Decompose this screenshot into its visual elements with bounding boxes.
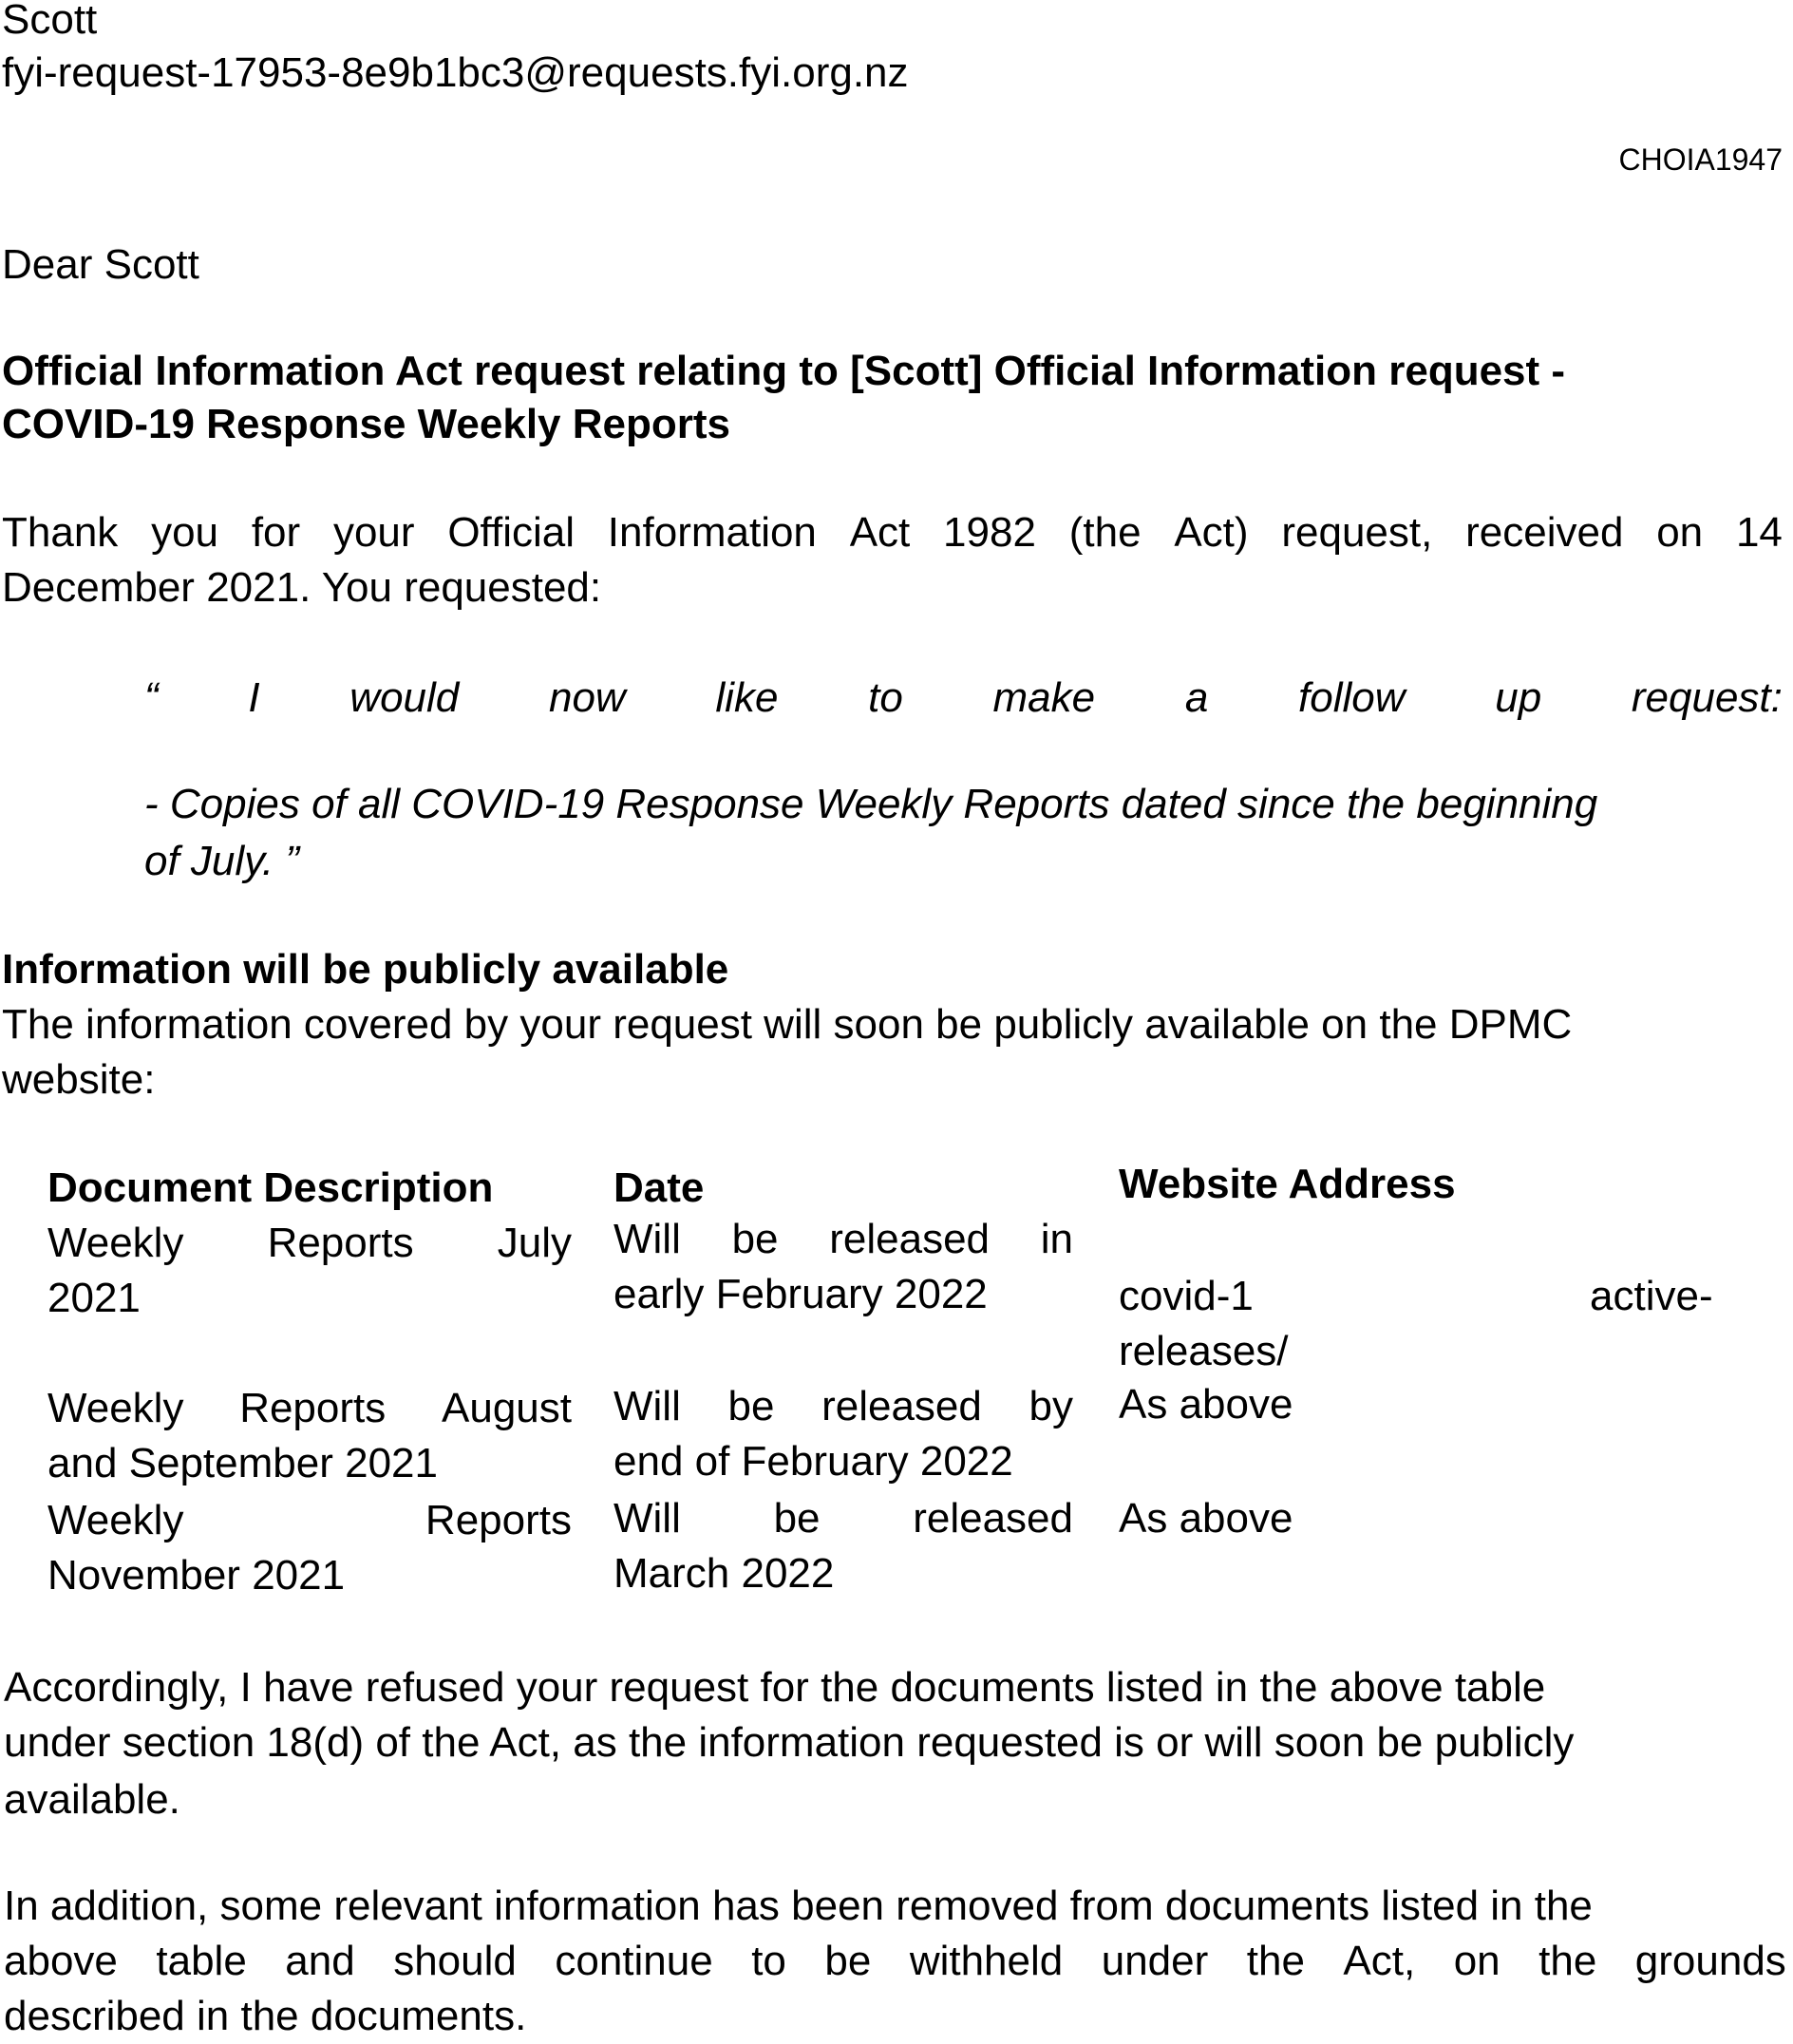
word: Reports bbox=[425, 1497, 572, 1543]
table-header-description: Document Description bbox=[47, 1164, 494, 1211]
word: under bbox=[1101, 1938, 1209, 1984]
word: would bbox=[349, 674, 460, 721]
word: Act, bbox=[1343, 1938, 1416, 1984]
word: on bbox=[1453, 1938, 1500, 1984]
word: the bbox=[1246, 1938, 1305, 1984]
intro-line1 bbox=[2, 509, 1783, 557]
word: and bbox=[285, 1938, 355, 1984]
word: Will bbox=[613, 1383, 681, 1429]
letter-heading-line1: Official Information Act request relating to [Scott] Official Information request - bbox=[2, 348, 1566, 394]
word: in bbox=[1040, 1216, 1073, 1262]
row-description bbox=[47, 1497, 572, 1544]
word: (the bbox=[1068, 509, 1142, 556]
word: Thank bbox=[2, 509, 119, 556]
word: like bbox=[715, 674, 779, 721]
reference-number: CHOIA1947 bbox=[1618, 142, 1783, 177]
word: Act bbox=[849, 509, 911, 556]
word: above bbox=[4, 1938, 118, 1984]
row-website-cont: releases/ bbox=[1119, 1328, 1289, 1374]
word: follow bbox=[1298, 674, 1406, 721]
word: request, bbox=[1281, 509, 1433, 556]
word: Will bbox=[613, 1495, 681, 1542]
word: to bbox=[868, 674, 903, 721]
refusal-line1: Accordingly, I have refused your request for the documents listed in the above table bbox=[4, 1664, 1546, 1711]
row-website-right: active- bbox=[1590, 1273, 1713, 1319]
word: August bbox=[442, 1385, 572, 1431]
word: Weekly bbox=[47, 1497, 184, 1543]
word: request: bbox=[1631, 674, 1783, 721]
public-section-heading: Information will be publicly available bbox=[2, 946, 729, 993]
row-description bbox=[47, 1385, 572, 1432]
word: make bbox=[992, 674, 1096, 721]
word: you bbox=[151, 509, 219, 556]
word: withheld bbox=[909, 1938, 1064, 1984]
word: Official bbox=[447, 509, 576, 556]
quote-line3: of July. ” bbox=[144, 838, 300, 884]
word: be bbox=[824, 1938, 872, 1984]
word: released bbox=[913, 1495, 1073, 1542]
salutation: Dear Scott bbox=[2, 241, 199, 288]
intro-line2: December 2021. You requested: bbox=[2, 564, 602, 611]
word: Reports bbox=[267, 1220, 414, 1266]
public-section-line1: The information covered by your request will soon be publicly available on the DPMC bbox=[2, 1001, 1573, 1048]
word: “ bbox=[144, 674, 159, 721]
row-date-cont: early February 2022 bbox=[613, 1271, 988, 1317]
word: Reports bbox=[239, 1385, 387, 1431]
row-description bbox=[47, 1220, 572, 1267]
row-date-cont: March 2022 bbox=[613, 1550, 835, 1597]
public-section-line2: website: bbox=[2, 1056, 156, 1103]
word: Weekly bbox=[47, 1220, 184, 1266]
word: be bbox=[731, 1216, 779, 1262]
word: a bbox=[1184, 674, 1209, 721]
addition-line3: described in the documents. bbox=[4, 1993, 527, 2039]
table-header-date: Date bbox=[613, 1164, 705, 1211]
refusal-line3: available. bbox=[4, 1776, 180, 1823]
row-website-left: covid-1 bbox=[1119, 1273, 1254, 1319]
row-website: As above bbox=[1119, 1495, 1293, 1542]
word: on bbox=[1656, 509, 1704, 556]
row-date-cont: end of February 2022 bbox=[613, 1438, 1013, 1485]
row-description-cont: November 2021 bbox=[47, 1552, 346, 1599]
word: for bbox=[251, 509, 301, 556]
addressee-email: fyi-request-17953-8e9b1bc3@requests.fyi.org.nz bbox=[2, 49, 909, 96]
row-date bbox=[613, 1495, 1073, 1542]
row-date bbox=[613, 1383, 1073, 1430]
word: 1982 bbox=[943, 509, 1036, 556]
addressee-name: Scott bbox=[2, 0, 98, 43]
word: be bbox=[727, 1383, 775, 1429]
word: be bbox=[773, 1495, 821, 1542]
word: up bbox=[1495, 674, 1542, 721]
word: the bbox=[1538, 1938, 1597, 1984]
word: grounds bbox=[1634, 1938, 1786, 1984]
row-date bbox=[613, 1216, 1073, 1263]
word: continue bbox=[555, 1938, 713, 1984]
word: to bbox=[751, 1938, 786, 1984]
refusal-line2: under section 18(d) of the Act, as the information requested is or will soon be publicly bbox=[4, 1719, 1575, 1766]
word: should bbox=[393, 1938, 517, 1984]
row-website: As above bbox=[1119, 1381, 1293, 1428]
row-description-cont: 2021 bbox=[47, 1275, 141, 1321]
word: I bbox=[248, 674, 260, 721]
word: released bbox=[829, 1216, 991, 1262]
addition-line2 bbox=[4, 1938, 1786, 1985]
word: released bbox=[821, 1383, 982, 1429]
table-header-website: Website Address bbox=[1119, 1161, 1456, 1207]
word: 14 bbox=[1735, 509, 1783, 556]
row-description-cont: and September 2021 bbox=[47, 1440, 438, 1486]
word: table bbox=[156, 1938, 247, 1984]
word: your bbox=[332, 509, 415, 556]
quote-line1 bbox=[144, 674, 1783, 722]
word: by bbox=[1029, 1383, 1073, 1429]
word: Act) bbox=[1174, 509, 1249, 556]
letter-heading-line2: COVID-19 Response Weekly Reports bbox=[2, 401, 730, 447]
word: Information bbox=[607, 509, 817, 556]
addition-line1: In addition, some relevant information has been removed from documents listed in the bbox=[4, 1883, 1593, 1929]
word: now bbox=[548, 674, 626, 721]
quote-line2: - Copies of all COVID-19 Response Weekly Reports dated since the beginning bbox=[144, 781, 1598, 827]
word: Will bbox=[613, 1216, 681, 1262]
word: July bbox=[497, 1220, 572, 1266]
word: Weekly bbox=[47, 1385, 184, 1431]
word: received bbox=[1465, 509, 1624, 556]
